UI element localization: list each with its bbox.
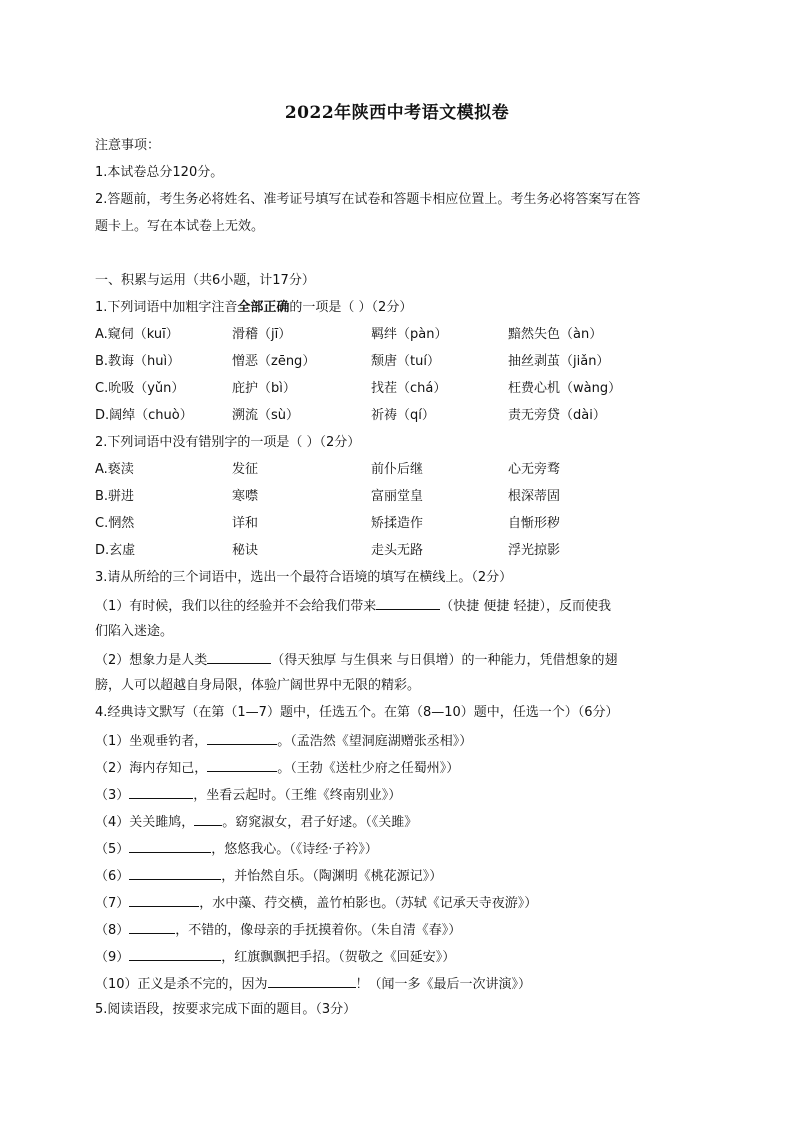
q4-item-5 bbox=[95, 839, 378, 859]
q4-item-post: ，水中藻、荇交横，盖竹柏影也。（苏轼《记承天寺夜游》） bbox=[199, 896, 538, 911]
answer-blank[interactable] bbox=[129, 866, 221, 880]
q2-cell: D.玄虚 bbox=[95, 543, 136, 558]
notice-heading: 注意事项： bbox=[95, 138, 161, 153]
q3-sentence-1 bbox=[95, 596, 611, 616]
q1-option-b bbox=[95, 353, 715, 371]
q4-stem: 4.经典诗文默写（在第（1—7）题中，任选五个。在第（8—10）题中，任选一个）（6分） bbox=[95, 705, 619, 720]
q1-cell: 憎恶（zēng） bbox=[232, 354, 316, 369]
notice-item-1: 1.本试卷总分120分。 bbox=[95, 165, 224, 180]
q2-cell: 发征 bbox=[232, 462, 259, 477]
page-title: 2022年陕西中考语文模拟卷 bbox=[284, 103, 510, 123]
q4-item-post: ，不错的，像母亲的手抚摸着你。（朱自清《春》） bbox=[175, 923, 462, 938]
q4-item-1 bbox=[95, 731, 472, 751]
q4-item-post: 。（孟浩然《望洞庭湖赠张丞相》） bbox=[277, 734, 473, 749]
q2-cell: A.亵渎 bbox=[95, 462, 134, 477]
q3-s1-pre: （1）有时候，我们以往的经验并不会给我们带来 bbox=[95, 599, 377, 614]
q1-cell: 祈祷（qí） bbox=[371, 408, 435, 423]
q2-cell: 寒噤 bbox=[232, 489, 259, 504]
q3-s1-post: （快捷 便捷 轻捷），反而使我 bbox=[440, 599, 612, 614]
q2-option-c bbox=[95, 515, 715, 533]
q3-stem: 3.请从所给的三个词语中，选出一个最符合语境的填写在横线上。（2分） bbox=[95, 570, 513, 585]
q2-cell: 前仆后继 bbox=[371, 462, 424, 477]
q1-cell: 羁绊（pàn） bbox=[371, 327, 448, 342]
q2-cell: C.惘然 bbox=[95, 516, 135, 531]
q4-item-9 bbox=[95, 947, 455, 967]
q4-item-post: ！（闻一多《最后一次讲演》） bbox=[355, 977, 532, 992]
q2-cell: 浮光掠影 bbox=[508, 543, 561, 558]
q4-item-pre: （1）坐观垂钓者， bbox=[95, 734, 208, 749]
answer-blank[interactable] bbox=[129, 893, 199, 907]
q4-item-2 bbox=[95, 758, 459, 778]
q4-item-post: ，悠悠我心。（《诗经·子衿》） bbox=[211, 842, 378, 857]
answer-blank[interactable] bbox=[207, 758, 277, 772]
q2-option-d bbox=[95, 542, 715, 560]
q1-stem-pre: 1.下列词语中加粗字注音 bbox=[95, 300, 238, 315]
q4-item-pre: （7） bbox=[95, 896, 130, 911]
answer-blank[interactable] bbox=[194, 812, 222, 826]
q1-cell: 溯流（sù） bbox=[232, 408, 300, 423]
q2-cell: 矫揉造作 bbox=[371, 516, 424, 531]
q4-item-pre: （6） bbox=[95, 869, 130, 884]
q1-cell: 责无旁贷（dài） bbox=[508, 408, 606, 423]
q1-cell: 抽丝剥茧（jiǎn） bbox=[508, 354, 610, 369]
section-1-heading: 一、积累与运用（共6小题，计17分） bbox=[95, 273, 315, 288]
answer-blank[interactable] bbox=[207, 731, 277, 745]
q4-item-pre: （8） bbox=[95, 923, 130, 938]
q1-stem bbox=[95, 299, 412, 317]
q4-item-6 bbox=[95, 866, 442, 886]
q2-cell: 心无旁骛 bbox=[508, 462, 561, 477]
q2-cell: 根深蒂固 bbox=[508, 489, 561, 504]
q1-option-c bbox=[95, 380, 715, 398]
q1-cell: 黯然失色（àn） bbox=[508, 327, 603, 342]
q4-item-pre: （3） bbox=[95, 788, 130, 803]
answer-blank[interactable] bbox=[129, 839, 211, 853]
q1-cell: 颓唐（tuí） bbox=[371, 354, 440, 369]
q2-cell: 自惭形秽 bbox=[508, 516, 561, 531]
q2-stem: 2.下列词语中没有错别字的一项是（ ）（2分） bbox=[95, 435, 361, 450]
notice-item-2-cont: 题卡上。写在本试卷上无效。 bbox=[95, 219, 265, 234]
q2-cell: 走头无路 bbox=[371, 543, 424, 558]
answer-blank[interactable] bbox=[129, 785, 193, 799]
q2-option-b bbox=[95, 488, 715, 506]
q1-cell: 枉费心机（wàng） bbox=[508, 381, 622, 396]
q4-item-pre: （2）海内存知己， bbox=[95, 761, 208, 776]
q5-stem: 5.阅读语段，按要求完成下面的题目。（3分） bbox=[95, 1002, 357, 1017]
q4-item-post: ，红旗飘飘把手招。（贺敬之《回延安》） bbox=[221, 950, 456, 965]
q1-cell: 庇护（bì） bbox=[232, 381, 296, 396]
q1-cell: A.窥伺（kuī） bbox=[95, 327, 179, 342]
q1-cell: 找茬（chá） bbox=[371, 381, 447, 396]
notice-item-2: 2.答题前，考生务必将姓名、准考证号填写在试卷和答题卡相应位置上。考生务必将答案写在答 bbox=[95, 192, 641, 207]
q1-cell: B.教诲（huì） bbox=[95, 354, 181, 369]
q3-sentence-2-cont: 膀，人可以超越自身局限，体验广阔世界中无限的精彩。 bbox=[95, 678, 421, 693]
q1-option-d bbox=[95, 407, 715, 425]
q1-cell: 滑稽（jī） bbox=[232, 327, 292, 342]
q3-sentence-1-cont: 们陷入迷途。 bbox=[95, 624, 174, 639]
answer-blank[interactable] bbox=[376, 596, 440, 610]
q4-item-post: 。（王勃《送杜少府之任蜀州》） bbox=[277, 761, 460, 776]
q4-item-post: ，并怡然自乐。（陶渊明《桃花源记》） bbox=[221, 869, 443, 884]
q4-item-pre: （4）关关雎鸠， bbox=[95, 815, 195, 830]
q4-item-4 bbox=[95, 812, 417, 832]
q4-item-7 bbox=[95, 893, 537, 913]
q1-cell: C.吮吸（yǔn） bbox=[95, 381, 185, 396]
q4-item-post: ，坐看云起时。（王维《终南别业》） bbox=[193, 788, 402, 803]
q1-cell: D.阔绰（chuò） bbox=[95, 408, 193, 423]
q2-option-a bbox=[95, 461, 715, 479]
q3-s2-pre: （2）想象力是人类 bbox=[95, 653, 208, 668]
q1-option-a bbox=[95, 326, 715, 344]
answer-blank[interactable] bbox=[268, 974, 356, 988]
q1-stem-bold: 全部正确 bbox=[237, 300, 290, 315]
q4-item-8 bbox=[95, 920, 461, 940]
q4-item-pre: （9） bbox=[95, 950, 130, 965]
q4-item-pre: （5） bbox=[95, 842, 130, 857]
q4-item-pre: （10）正义是杀不完的，因为 bbox=[95, 977, 268, 992]
answer-blank[interactable] bbox=[207, 650, 271, 664]
q4-item-3 bbox=[95, 785, 401, 805]
q3-s2-post: （得天独厚 与生俱来 与日俱增）的一种能力，凭借想象的翅 bbox=[271, 653, 618, 668]
q2-cell: B.骈进 bbox=[95, 489, 135, 504]
q3-sentence-2 bbox=[95, 650, 618, 670]
q4-item-10 bbox=[95, 974, 531, 994]
q1-stem-post: 的一项是（ ）（2分） bbox=[289, 300, 413, 315]
answer-blank[interactable] bbox=[129, 920, 175, 934]
q4-item-post: 。窈窕淑女，君子好逑。（《关雎》 bbox=[222, 815, 418, 830]
answer-blank[interactable] bbox=[129, 947, 221, 961]
q2-cell: 详和 bbox=[232, 516, 259, 531]
q2-cell: 秘诀 bbox=[232, 543, 259, 558]
q2-cell: 富丽堂皇 bbox=[371, 489, 424, 504]
